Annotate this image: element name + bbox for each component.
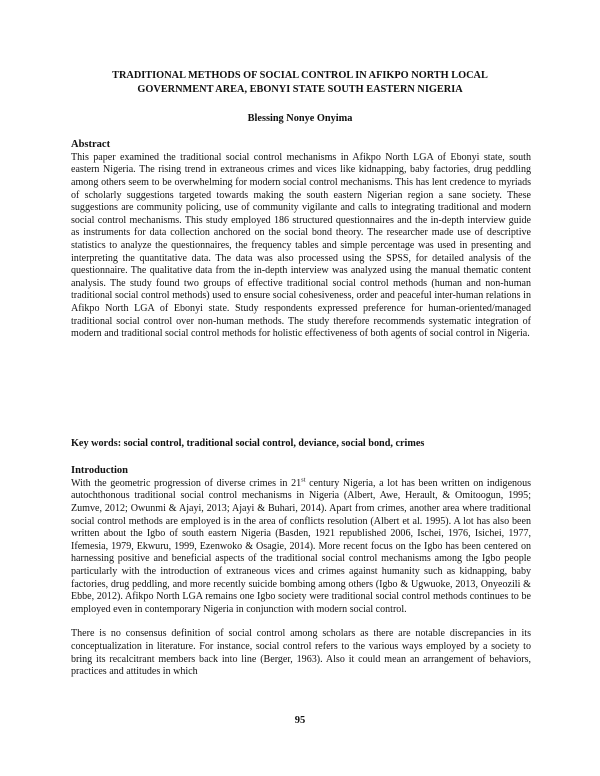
page-number: 95: [294, 715, 306, 726]
abstract-section: [71, 139, 531, 341]
abstract-text: This paper examined the traditional social control mechanisms in Afikpo North LGA of Ebonyi state, south eastern Nigeria. The rising trend in extraneous crimes and vices like kidnapping, baby factories, drug peddling among others seem to be overwhelming for modern social control mechanisms. This has lent credence to myriads of scholarly suggestions targeted towards making the south eastern Nigerian region a sane society. These suggestions are community policing, use of community vigilante and calls to integrating traditional and modern social control mechanisms. This study employed 186 structured questionnaires and the in-depth interview guide as instruments for data collection anchored on the social bond theory. The researcher made use of descriptive statistics to analyze the questionnaires, the frequency tables and simple percentage was used in presenting and interpreting the quantitative data. The data was also processed using the SPSS, for detailed analysis of the questionnaire. The qualitative data from the in-depth interview was analyzed using the manual thematic content analysis. The study found two groups of effective traditional social control methods (human and non-human traditional social control methods) used to ensure social cohesiveness, order and peaceful inter-human relations in Afikpo North LGA of Ebonyi state. Study respondents expressed preference for human-oriented/managed traditional social control over non-human methods. The study therefore recommends systematic integration of modern and traditional social control methods for holistic effectiveness of both agents of social control in Nigeria.: [71, 151, 531, 340]
introduction-paragraph-1: [71, 478, 531, 617]
introduction-section: [71, 465, 531, 679]
introduction-heading: Introduction: [71, 465, 128, 476]
paper-title-line-2: GOVERNMENT AREA, EBONYI STATE SOUTH EASTERN NIGERIA: [137, 83, 463, 95]
introduction-paragraph-2: There is no consensus definition of social control among scholars as there are notable discrepancies in its conceptualization in literature. For instance, social control refers to the various ways employed by a society to bring its recalcitrant members back into line (Berger, 1963). Also it could mean an arrangement of behaviors, practices and attitudes in which: [71, 628, 531, 678]
intro-p1-before: With the geometric progression of diverse crimes in 21: [71, 477, 302, 489]
paper-title-line-1: TRADITIONAL METHODS OF SOCIAL CONTROL IN AFIKPO NORTH LOCAL: [112, 70, 488, 81]
intro-p1-superscript: st: [301, 476, 306, 484]
intro-p1-after: century Nigeria, a lot has been written on indigenous autochthonous traditional social control mechanisms in Nigeria (Albert, Awe, Herault, & Omitoogun, 1995; Zumve, 2012; Owunmi & Ajayi, 2013; Ajayi & Buhari, 2014). Apart from crimes, another area where traditional social control methods are employed is in the area of conflicts resolution (Albert et al. 1995). A lot has also been written about the Igbo of south eastern Nigeria (Basden, 1921 republished 2006, Ischei, 1976, Isichei, 1977, Ifemesia, 1979, Ekwuru, 1999, Ezenwoko & Osagie, 2014). More recent focus on the Igbo has been centered on harnessing positive and beneficial aspects of the traditional social control mechanisms among the Igbo people particularly with the introduction of extraneous vices and crimes against humanity such as kidnapping, baby factories, drug peddling, and more recently suicide bombing among others (Igbo & Ugwuoke, 2013, Onyeozili & Ebbe, 2012). Afikpo North LGA remains one Igbo society were traditional social control methods continues to be employed even in contemporary Nigeria in conjunction with modern social control.: [71, 477, 532, 615]
paper-title: [70, 69, 530, 96]
keywords-line: Key words: social control, traditional social control, deviance, social bond, crimes: [71, 438, 425, 449]
author-name: Blessing Nonye Onyima: [247, 113, 353, 124]
abstract-heading: Abstract: [71, 139, 111, 150]
